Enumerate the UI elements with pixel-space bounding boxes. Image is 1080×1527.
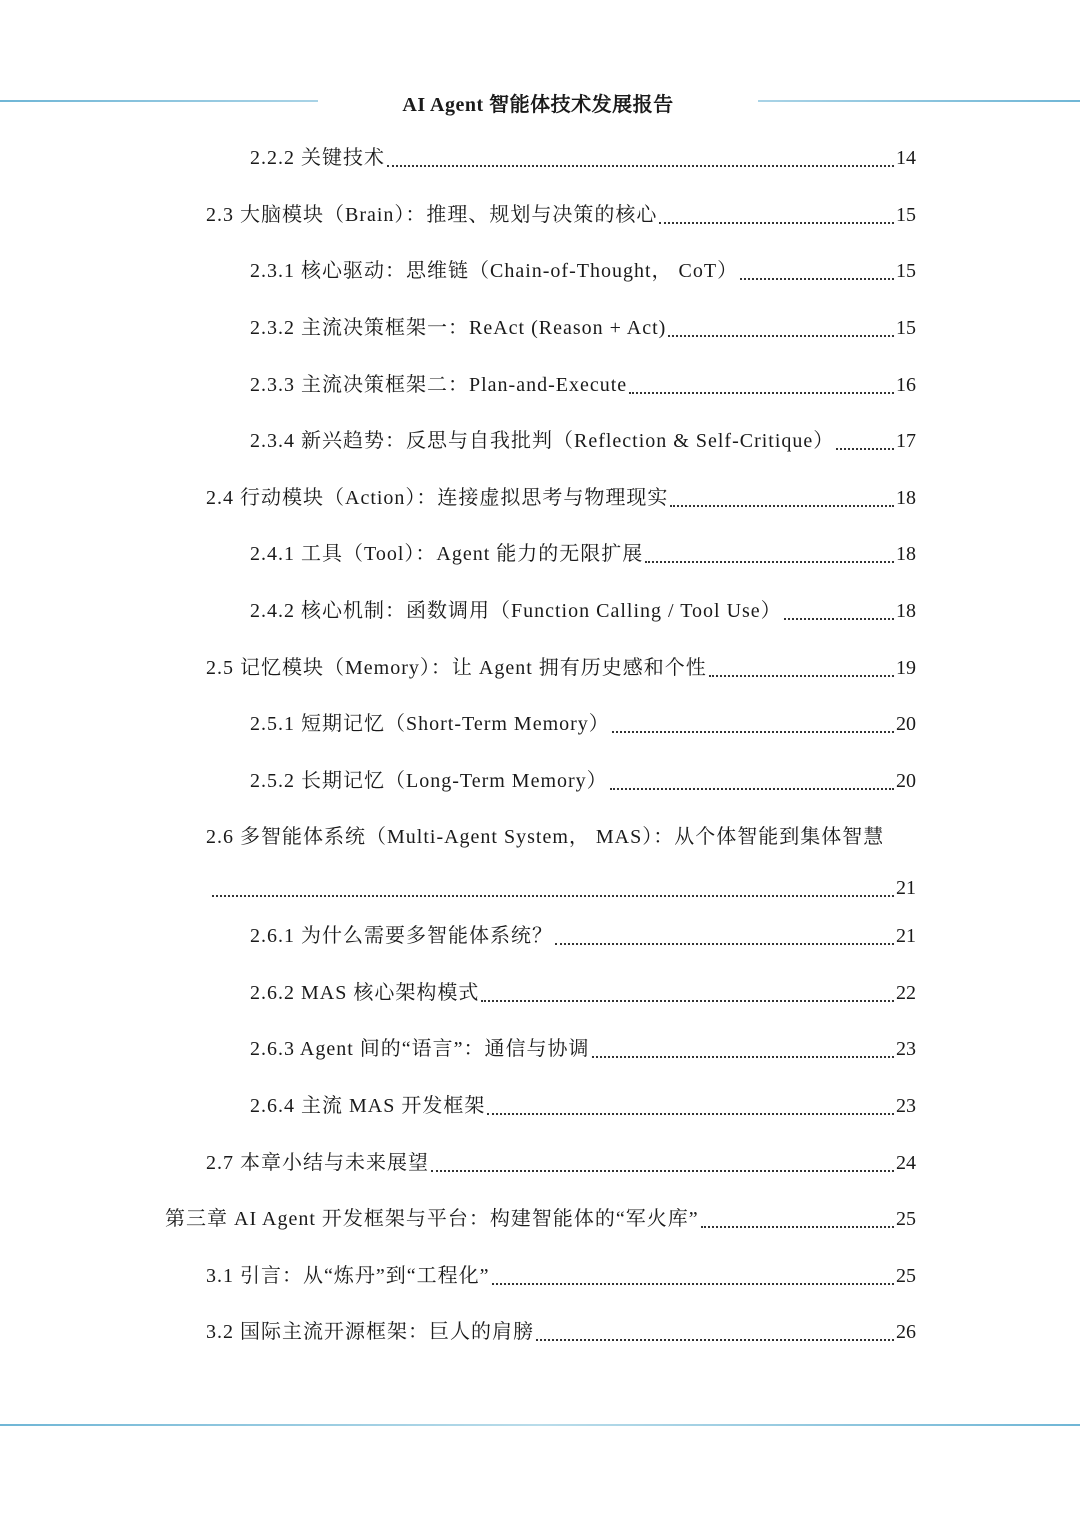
toc-entry-label: 2.3.2 主流决策框架一：ReAct (Reason + Act) <box>250 317 667 339</box>
toc-entry[interactable] <box>250 596 916 626</box>
toc-entry[interactable] <box>250 426 916 456</box>
header-title: AI Agent 智能体技术发展报告 <box>402 94 674 116</box>
toc-entry-page: 20 <box>896 713 916 735</box>
toc-entry-page: 15 <box>896 260 916 282</box>
toc-entry[interactable] <box>206 483 916 513</box>
toc-leader-dots <box>670 505 894 507</box>
toc-entry[interactable] <box>250 1091 916 1121</box>
toc-entry-label: 2.7 本章小结与未来展望 <box>206 1152 429 1174</box>
toc-entry-page: 23 <box>896 1095 916 1117</box>
toc-entry-label: 3.2 国际主流开源框架：巨人的肩膀 <box>206 1321 534 1343</box>
toc-entry-page: 18 <box>896 543 916 565</box>
toc-leader-dots <box>212 895 894 897</box>
toc-leader-dots <box>629 392 894 394</box>
toc-entry[interactable] <box>165 1204 916 1234</box>
toc-leader-dots <box>784 618 894 620</box>
toc-entry[interactable] <box>250 709 916 739</box>
toc-entry-page: 20 <box>896 770 916 792</box>
toc-entry[interactable] <box>206 1317 916 1347</box>
toc-entry-label: 2.6.3 Agent 间的“语言”：通信与协调 <box>250 1038 590 1060</box>
toc-entry[interactable] <box>250 1034 916 1064</box>
toc-entry-page: 21 <box>896 925 916 947</box>
toc-leader-dots <box>612 731 894 733</box>
toc-leader-dots <box>592 1056 894 1058</box>
toc-entry[interactable] <box>206 1148 916 1178</box>
toc-entry-page: 16 <box>896 374 916 396</box>
toc-entry-label: 2.6.2 MAS 核心架构模式 <box>250 982 480 1004</box>
toc-leader-dots <box>536 1339 894 1341</box>
toc-entry[interactable] <box>250 921 916 951</box>
toc-leader-dots <box>481 1000 894 1002</box>
toc-entry[interactable] <box>250 978 916 1008</box>
toc-entry-label: 第三章 AI Agent 开发框架与平台：构建智能体的“军火库” <box>165 1208 699 1230</box>
toc-leader-dots <box>659 222 894 224</box>
toc-entry[interactable] <box>250 766 916 796</box>
toc-entry-page: 14 <box>896 147 916 169</box>
toc-entry-label: 3.1 引言：从“炼丹”到“工程化” <box>206 1265 490 1287</box>
footer-rule <box>0 1424 1080 1426</box>
toc-leader-dots <box>610 788 894 790</box>
toc-leader-dots <box>431 1170 894 1172</box>
toc-entry-page: 25 <box>896 1208 916 1230</box>
toc-entry-label: 2.4 行动模块（Action）：连接虚拟思考与物理现实 <box>206 487 669 509</box>
toc-entry-page: 25 <box>896 1265 916 1287</box>
toc-entry-label: 2.5 记忆模块（Memory）：让 Agent 拥有历史感和个性 <box>206 657 707 679</box>
toc-entry[interactable] <box>250 256 916 286</box>
toc-entry-page: 17 <box>896 430 916 452</box>
toc-entry-label: 2.5.1 短期记忆（Short-Term Memory） <box>250 713 610 735</box>
toc-entry-page: 18 <box>896 487 916 509</box>
toc-leader-dots <box>709 675 894 677</box>
toc-entry-label: 2.3.1 核心驱动：思维链（Chain-of-Thought， CoT） <box>250 260 739 282</box>
toc-entry-page: 15 <box>896 204 916 226</box>
toc-entry-label: 2.3 大脑模块（Brain）：推理、规划与决策的核心 <box>206 204 658 226</box>
toc-entry[interactable] <box>250 539 916 569</box>
toc-entry[interactable] <box>250 143 916 173</box>
toc-entry-label: 2.2.2 关键技术 <box>250 147 385 169</box>
toc-entry-page: 26 <box>896 1321 916 1343</box>
toc-entry[interactable] <box>250 370 916 400</box>
toc-leader-dots <box>740 278 894 280</box>
toc-entry-label: 2.4.2 核心机制：函数调用（Function Calling / Tool Use） <box>250 600 782 622</box>
toc-entry[interactable] <box>250 313 916 343</box>
toc-entry-page: 24 <box>896 1152 916 1174</box>
toc-entry-page: 21 <box>896 877 916 899</box>
toc-entry[interactable] <box>206 653 916 683</box>
toc-entry-page: 19 <box>896 657 916 679</box>
toc-leader-dots <box>701 1226 894 1228</box>
toc-leader-dots <box>836 448 894 450</box>
toc-leader-dots <box>645 561 894 563</box>
toc-entry-label: 2.4.1 工具（Tool）：Agent 能力的无限扩展 <box>250 543 644 565</box>
toc-entry-label: 2.5.2 长期记忆（Long-Term Memory） <box>250 770 608 792</box>
toc-leader-dots <box>387 165 894 167</box>
toc-leader-dots <box>492 1283 894 1285</box>
toc-entry-page: 18 <box>896 600 916 622</box>
toc-entry-label: 2.3.4 新兴趋势：反思与自我批判（Reflection & Self-Critique） <box>250 430 835 452</box>
toc-entry[interactable] <box>206 200 916 230</box>
toc-leader-dots <box>668 335 894 337</box>
toc-leader-dots <box>487 1113 894 1115</box>
toc-entry-wrapped-label[interactable]: 2.6 多智能体系统（Multi-Agent System， MAS）：从个体智能到集体智慧 <box>206 826 885 848</box>
toc-leader-dots <box>555 943 894 945</box>
toc-entry-label: 2.6.1 为什么需要多智能体系统？ <box>250 925 553 947</box>
toc-entry-page: 22 <box>896 982 916 1004</box>
toc-entry-page: 23 <box>896 1038 916 1060</box>
toc-entry-page: 15 <box>896 317 916 339</box>
toc-entry[interactable] <box>206 1261 916 1291</box>
toc-entry-wrapped-leader[interactable] <box>210 873 916 903</box>
toc-entry-label: 2.6.4 主流 MAS 开发框架 <box>250 1095 486 1117</box>
toc-entry-label: 2.3.3 主流决策框架二：Plan-and-Execute <box>250 374 628 396</box>
